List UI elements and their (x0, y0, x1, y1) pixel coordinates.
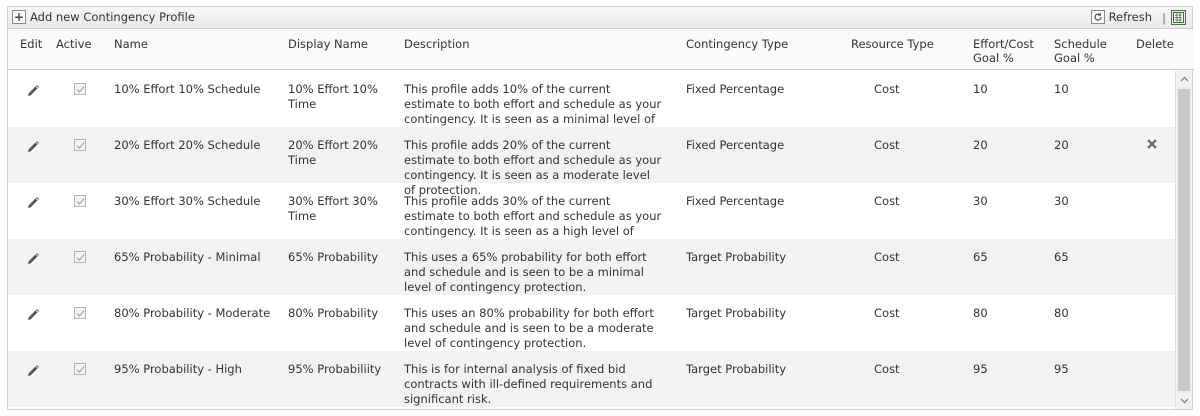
col-header-delete: Delete (1136, 37, 1174, 51)
cell-schedule-goal: 30 (1054, 194, 1069, 208)
cell-description: This profile adds 10% of the current estimate to both effort and schedule as your contingency. It is seen as a minimal level of (404, 82, 662, 126)
pencil-edit-icon[interactable] (26, 364, 40, 378)
cell-name: 10% Effort 10% Schedule (114, 82, 261, 96)
cell-display-name: 65% Probability (288, 250, 379, 264)
cell-contingency-type: Target Probability (686, 306, 787, 320)
col-header-effort-goal-line1: Effort/Cost (973, 37, 1034, 51)
cell-name: 80% Probability - Moderate (114, 306, 271, 320)
active-checkbox[interactable] (74, 363, 86, 375)
table-row[interactable] (8, 71, 1176, 127)
cell-schedule-goal: 10 (1054, 82, 1069, 96)
cell-effort-goal: 30 (973, 194, 988, 208)
col-header-active[interactable]: Active (56, 37, 92, 51)
toolbar-separator: | (1162, 11, 1166, 25)
cell-description: This uses an 80% probability for both effort and schedule and is seen to be a moderate level of contingency protection. (404, 306, 654, 350)
cell-schedule-goal: 95 (1054, 362, 1069, 376)
checkmark-icon (76, 85, 85, 94)
pencil-edit-icon[interactable] (26, 84, 40, 98)
cell-contingency-type: Fixed Percentage (686, 194, 785, 208)
cell-description: This is for internal analysis of fixed bid contracts with ill-defined requirements and significant risk. (404, 362, 653, 406)
plus-icon: + (13, 10, 25, 24)
cell-description: This profile adds 30% of the current estimate to both effort and schedule as your contingency. It is seen as a high level of (404, 194, 662, 238)
add-profile-button[interactable] (12, 10, 195, 24)
scrollbar-thumb[interactable] (1178, 89, 1190, 391)
col-header-description[interactable]: Description (404, 37, 470, 51)
cell-effort-goal: 65 (973, 250, 988, 264)
active-checkbox[interactable] (74, 139, 86, 151)
scroll-down-arrow-icon[interactable] (1180, 396, 1189, 405)
cell-schedule-goal: 20 (1054, 138, 1069, 152)
cell-effort-goal: 20 (973, 138, 988, 152)
pencil-edit-icon[interactable] (26, 196, 40, 210)
checkmark-icon (76, 365, 85, 374)
col-header-schedule-goal-line2: Goal % (1054, 51, 1095, 65)
contingency-profiles-grid (7, 6, 1193, 410)
scroll-up-arrow-icon[interactable] (1180, 75, 1189, 84)
table-row[interactable] (8, 183, 1176, 239)
grid-toolbar (8, 7, 1192, 29)
cell-name: 20% Effort 20% Schedule (114, 138, 261, 152)
cell-name: 95% Probability - High (114, 362, 242, 376)
col-header-name[interactable]: Name (114, 37, 148, 51)
excel-export-icon[interactable] (1171, 10, 1186, 25)
cell-resource-type: Cost (874, 250, 900, 264)
pencil-edit-icon[interactable] (26, 140, 40, 154)
checkmark-icon (76, 197, 85, 206)
cell-display-name: 10% Effort 10% Time (288, 82, 378, 111)
cell-resource-type: Cost (874, 306, 900, 320)
vertical-scrollbar[interactable] (1175, 71, 1192, 409)
cell-contingency-type: Fixed Percentage (686, 82, 785, 96)
cell-description: This uses a 65% probability for both effort and schedule and is seen to be a minimal level of contingency protection. (404, 250, 647, 294)
col-header-effort-goal-line2: Goal % (973, 51, 1014, 65)
cell-name: 65% Probability - Minimal (114, 250, 261, 264)
cell-schedule-goal: 65 (1054, 250, 1069, 264)
col-header-contingency-type[interactable]: Contingency Type (686, 37, 789, 51)
active-checkbox[interactable] (74, 83, 86, 95)
grid-header (8, 30, 1194, 70)
col-header-effort-goal[interactable] (973, 37, 1034, 65)
col-header-schedule-goal-line1: Schedule (1054, 37, 1107, 51)
pencil-edit-icon[interactable] (26, 252, 40, 266)
cell-resource-type: Cost (874, 362, 900, 376)
cell-display-name: 95% Probabiliity (288, 362, 382, 376)
col-header-schedule-goal[interactable] (1054, 37, 1107, 65)
active-checkbox[interactable] (74, 307, 86, 319)
cell-resource-type: Cost (874, 194, 900, 208)
cell-description: This profile adds 20% of the current estimate to both effort and schedule as your contingency. It is seen as a moderate level of protection. (404, 138, 662, 197)
cell-display-name: 80% Probability (288, 306, 379, 320)
cell-contingency-type: Target Probability (686, 250, 787, 264)
active-checkbox[interactable] (74, 251, 86, 263)
grid-body (8, 71, 1176, 409)
checkmark-icon (76, 309, 85, 318)
table-row[interactable] (8, 351, 1176, 407)
checkmark-icon (76, 253, 85, 262)
cell-resource-type: Cost (874, 82, 900, 96)
col-header-display-name[interactable]: Display Name (288, 37, 368, 51)
pencil-edit-icon[interactable] (26, 308, 40, 322)
table-row[interactable] (8, 127, 1176, 197)
table-row[interactable] (8, 295, 1176, 351)
cell-effort-goal: 10 (973, 82, 988, 96)
cell-schedule-goal: 80 (1054, 306, 1069, 320)
col-header-edit[interactable]: Edit (20, 37, 43, 51)
refresh-label: Refresh (1108, 10, 1152, 24)
cell-resource-type: Cost (874, 138, 900, 152)
refresh-icon (1091, 10, 1105, 24)
cell-contingency-type: Fixed Percentage (686, 138, 785, 152)
cell-display-name: 30% Effort 30% Time (288, 194, 378, 223)
cell-name: 30% Effort 30% Schedule (114, 194, 261, 208)
active-checkbox[interactable] (74, 195, 86, 207)
cell-effort-goal: 95 (973, 362, 988, 376)
add-profile-label: Add new Contingency Profile (30, 10, 195, 24)
delete-x-icon[interactable] (1145, 137, 1159, 151)
table-row[interactable] (8, 239, 1176, 295)
cell-effort-goal: 80 (973, 306, 988, 320)
checkmark-icon (76, 141, 85, 150)
refresh-button[interactable] (1091, 10, 1152, 24)
col-header-resource-type[interactable]: Resource Type (851, 37, 934, 51)
cell-display-name: 20% Effort 20% Time (288, 138, 378, 167)
cell-contingency-type: Target Probability (686, 362, 787, 376)
